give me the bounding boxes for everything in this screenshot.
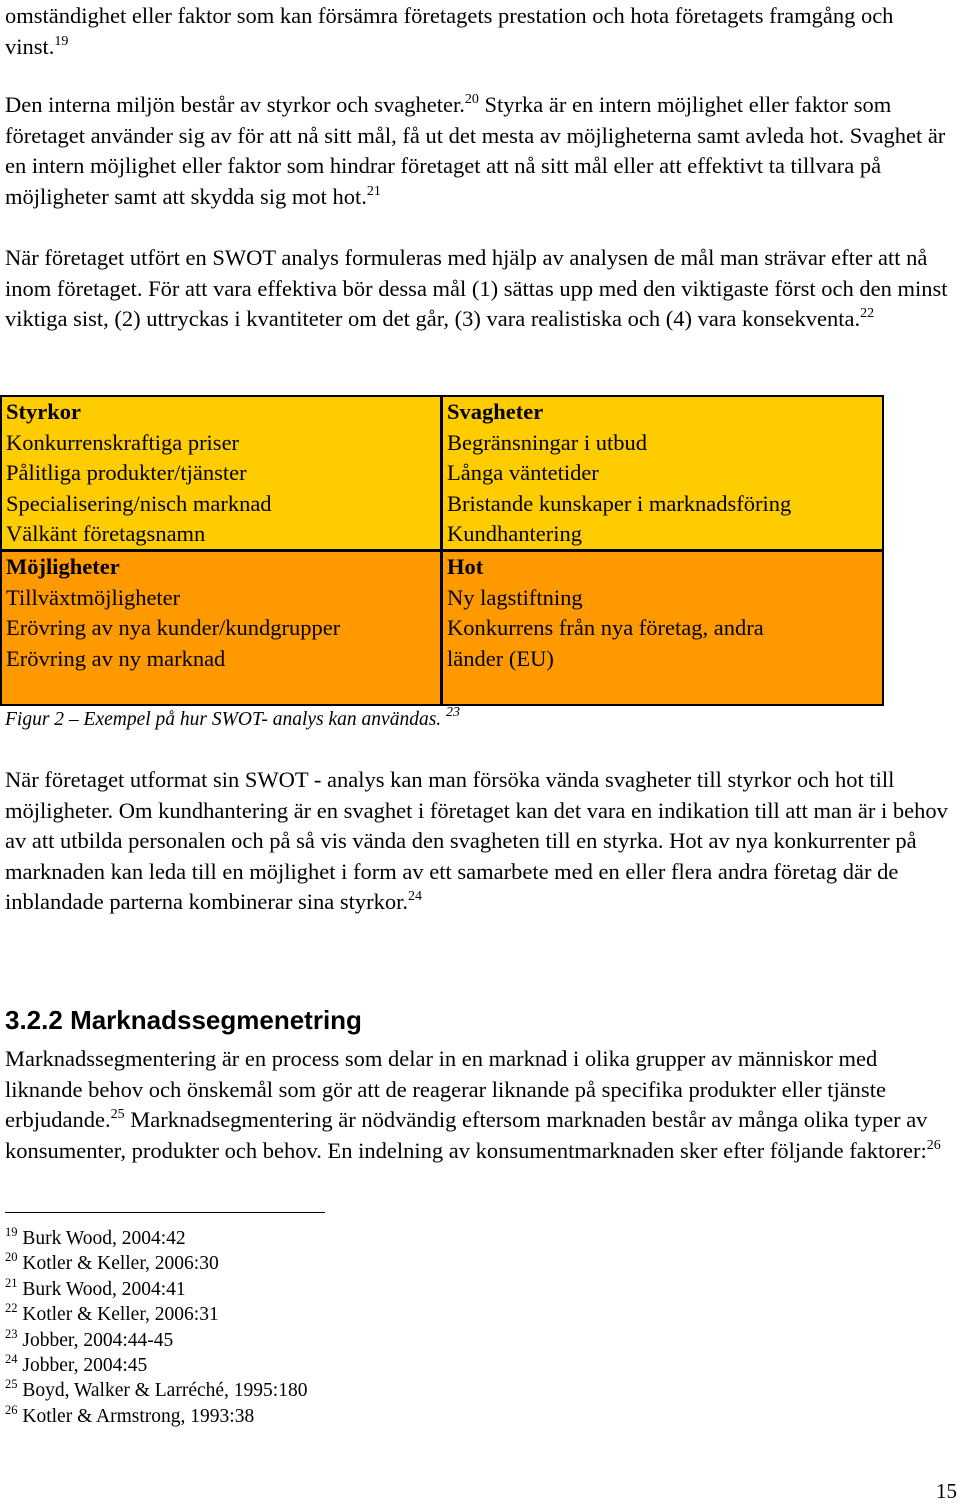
footnote-ref: 19 [54,33,69,49]
figure-caption: Figur 2 – Exempel på hur SWOT- analys kan användas. $^{23}$ [5,705,461,730]
swot-weaknesses-item: Bristande kunskaper i marknadsföring [447,490,792,516]
footnote-item [5,1226,307,1251]
footnote-text: Burk Wood, 2004:42 [22,1228,186,1249]
footnote-item [5,1404,307,1429]
swot-opportunities [2,552,443,704]
footnote-separator [5,1212,325,1213]
swot-figure [0,395,884,706]
swot-strengths-item: Specialisering/nisch marknad [6,490,272,516]
swot-threats-item: länder (EU) [447,645,554,671]
footnote-item [5,1277,307,1302]
footnote-number: 25 [5,1377,18,1392]
footnote-ref: 22 [860,306,875,321]
swot-strengths-item: Konkurrenskraftiga priser [6,429,240,455]
swot-strengths-item: Pålitliga produkter/tjänster [6,460,247,485]
footnote-number: 20 [5,1250,18,1265]
swot-threats-item: Konkurrens från nya företag, andra [447,615,764,640]
swot-opportunities-title: Möjligheter [6,554,120,579]
swot-weaknesses-item: Långa väntetider [447,460,599,485]
footnote-text: Burk Wood, 2004:41 [22,1278,186,1300]
section-title: Marknadssegmenetring [70,1005,362,1035]
footnote-ref: 25 [110,1107,125,1122]
swot-strengths-title: Styrkor [6,399,81,424]
footnote-number: 19 [5,1225,18,1239]
footnote-number: 21 [5,1275,18,1290]
section-heading [5,1002,362,1038]
footnote-ref: 24 [408,889,422,904]
swot-opportunities-item: Erövring av nya kunder/kundgrupper [6,615,341,640]
swot-divider-horizontal [2,549,882,552]
section-number: 3.2.2 [5,1005,63,1035]
paragraph-segmentation: Marknadssegmentering är en process som delar in en marknad i olika grupper av människor med liknande behov och önskemål som gör att de reagerar liknande på specifika produkter eller tjänste erbjudande.$^{25}$ Marknadsegmentering är nödvändig eftersom marknaden består av många olika typer av konsumenter, produkter och behov. En indelning av konsumentmarknaden sker efter följande faktorer:$^{26}$ [5,1046,941,1163]
swot-threats [443,552,882,704]
footnote-ref: 20 [464,92,479,107]
swot-threats-title: Hot [447,554,484,579]
footnote-item [5,1302,307,1327]
footnote-text: Jobber, 2004:44-45 [22,1329,174,1351]
paragraph-internal-environment: Den interna miljön består av styrkor och svagheter.$^{20}$ Styrka är en intern möjlighet eller faktor som företaget använder sig av för att nå sitt mål, få ut det mesta av möjligheterna samt avleda hot. Svaghet är en intern möjlighet eller faktor som hindrar företaget att nå sitt mål eller att effektivt ta tillvara på möjligheter samt att skydda sig mot hot.$^{21}$ [5,92,946,209]
footnote-ref: 21 [366,183,381,199]
footnote-item [5,1353,307,1378]
page-number: 15 [936,1479,957,1503]
footnote-item [5,1251,307,1276]
footnotes [5,1226,307,1429]
footnote-ref: 26 [926,1137,941,1153]
footnote-number: 26 [5,1402,18,1417]
footnote-ref: 23 [446,705,461,720]
swot-weaknesses [443,397,882,552]
swot-opportunities-item: Tillväxtmöjligheter [6,584,181,610]
paragraph-swot-goals: När företaget utfört en SWOT analys formuleras med hjälp av analysen de mål man strävar efter att nå inom företaget. För att vara effektiva bör dessa mål (1) sättas upp med den viktigaste först och den minst viktiga sist, (2) uttryckas i kvantiteter om det går, (3) vara realistiska och (4) vara konsekventa.$^{22}$ [5,245,948,331]
paragraph-swot-usage: När företaget utformat sin SWOT - analys kan man försöka vända svagheter till styrkor och hot till möjligheter. Om kundhantering är en svaghet i företaget kan det vara en indikation till att man är i behov av att utbilda personalen och på så vis vända den svagheten till en styrka. Hot av nya konkurrenter på marknaden kan leda till en möjlighet i form av ett samarbete med en eller flera andra företag där de inblandade parterna kombinerar sina styrkor.$^{24}$ [5,767,948,914]
footnote-text: Kotler & Armstrong, 1993:38 [22,1405,255,1427]
swot-weaknesses-item: Kundhantering [447,521,582,546]
swot-strengths-item: Välkänt företagsnamn [6,521,206,546]
swot-weaknesses-item: Begränsningar i utbud [447,429,647,455]
footnote-number: 22 [5,1301,18,1316]
footnote-number: 24 [5,1352,18,1367]
footnote-item [5,1378,307,1403]
swot-weaknesses-title: Svagheter [447,399,544,424]
footnote-item [5,1328,307,1353]
swot-opportunities-item: Erövring av ny marknad [6,645,226,671]
footnote-text: Jobber, 2004:45 [22,1355,148,1377]
footnote-text: Kotler & Keller, 2006:31 [22,1304,219,1326]
footnote-text: Kotler & Keller, 2006:30 [22,1253,219,1275]
footnote-number: 23 [5,1326,18,1341]
swot-strengths [2,397,443,552]
footnote-text: Boyd, Walker & Larréché, 1995:180 [22,1380,308,1402]
paragraph-intro-continuation: omständighet eller faktor som kan försämra företagets prestation och hota företagets framgång och vinst.$^{19}$ [5,3,894,59]
swot-threats-item: Ny lagstiftning [447,584,583,610]
